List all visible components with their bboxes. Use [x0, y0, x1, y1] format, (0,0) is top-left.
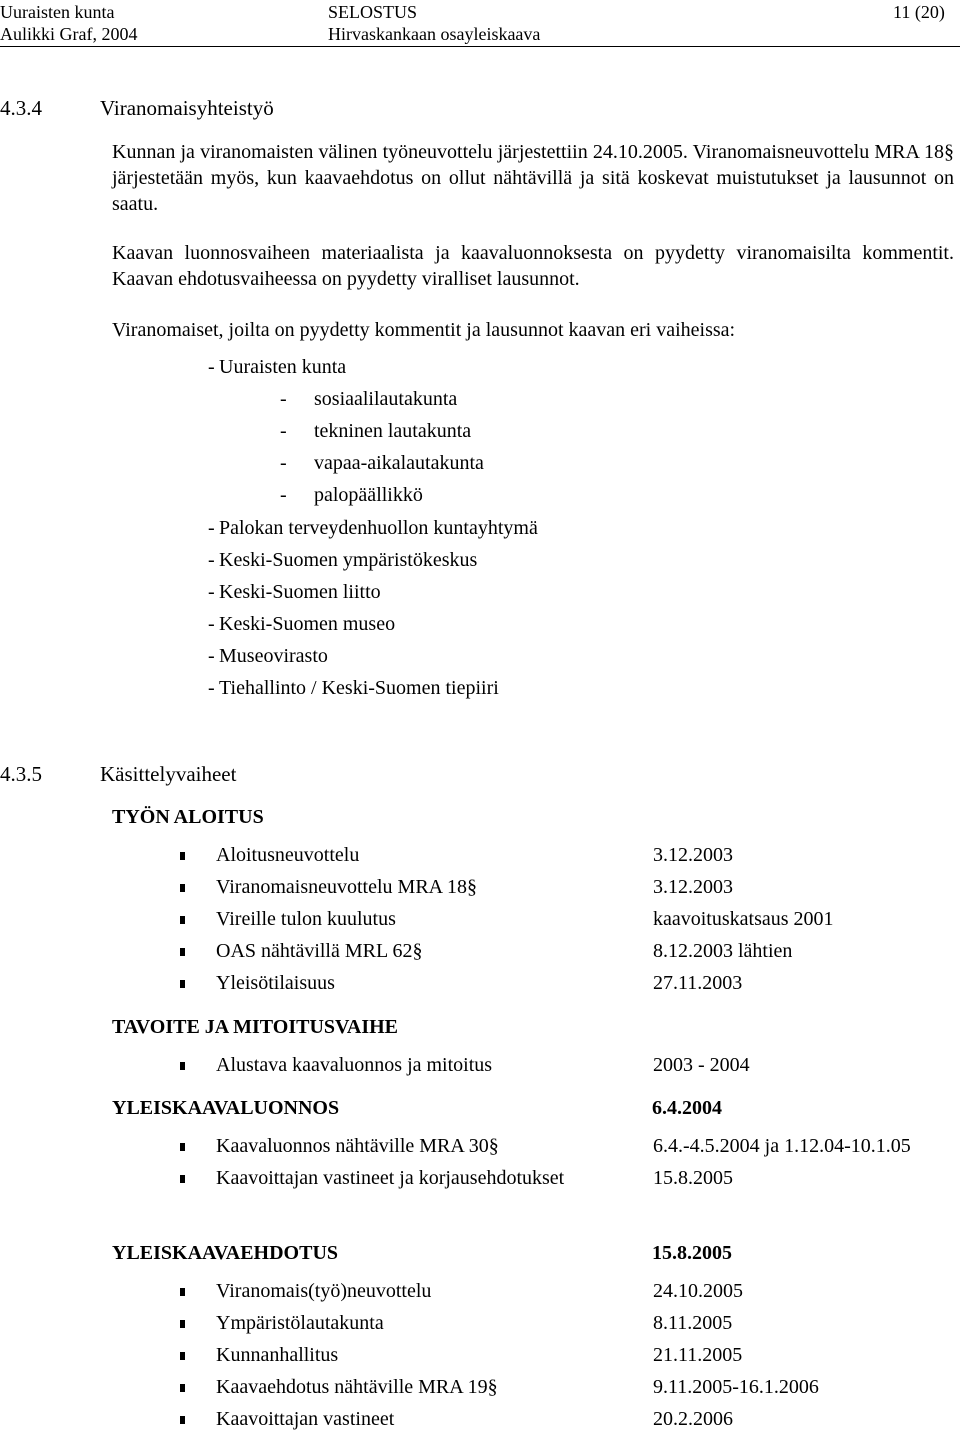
- section-number: 4.3.4: [0, 96, 42, 120]
- phase-item-date: 3.12.2003: [653, 844, 733, 866]
- phase-item: [180, 1279, 960, 1303]
- page-header: [0, 0, 960, 48]
- phase-item-label: Kaavoittajan vastineet ja korjausehdotukset: [216, 1167, 565, 1189]
- square-bullet-icon: [180, 1062, 185, 1070]
- authority-name: palopäällikkö: [314, 484, 423, 506]
- phase-item: [180, 1134, 960, 1158]
- list-dash: -: [208, 645, 215, 667]
- section-number: 4.3.5: [0, 762, 42, 786]
- square-bullet-icon: [180, 1416, 185, 1424]
- square-bullet-icon: [180, 1384, 185, 1392]
- phase-item-date: 24.10.2005: [653, 1280, 743, 1302]
- phase-item-date: 9.11.2005-16.1.2006: [653, 1376, 819, 1398]
- phase-title: [112, 805, 264, 829]
- phase-item: [180, 907, 960, 931]
- paragraph-authorities-intro: Viranomaiset, joilta on pyydetty kommentit ja lausunnot kaavan eri vaiheissa:: [112, 319, 736, 341]
- authority-name: Palokan terveydenhuollon kuntayhtymä: [219, 517, 538, 539]
- phase-item-date: 8.11.2005: [653, 1312, 733, 1334]
- list-dash: -: [280, 420, 287, 442]
- phase-item-label: Vireille tulon kuulutus: [216, 908, 396, 930]
- list-dash: -: [208, 581, 215, 603]
- phase-name: TAVOITE JA MITOITUSVAIHE: [112, 1016, 398, 1038]
- header-plan-name: Hirvaskankaan osayleiskaava: [328, 24, 541, 44]
- phase-item-date: 20.2.2006: [653, 1408, 733, 1430]
- phase-item-label: Alustava kaavaluonnos ja mitoitus: [216, 1054, 493, 1076]
- phase-date: 15.8.2005: [652, 1242, 732, 1264]
- authority-item: [208, 612, 395, 636]
- authority-item: [208, 548, 477, 572]
- square-bullet-icon: [180, 1175, 185, 1183]
- phase-item: [180, 1407, 960, 1431]
- authority-name: sosiaalilautakunta: [314, 388, 458, 410]
- list-dash: -: [280, 452, 287, 474]
- authority-name: Uuraisten kunta: [219, 356, 347, 378]
- authority-item: [208, 676, 499, 700]
- square-bullet-icon: [180, 948, 185, 956]
- authority-item: [208, 355, 346, 379]
- phase-item-date: 21.11.2005: [653, 1344, 743, 1366]
- phase-item: [180, 1311, 960, 1335]
- list-dash: -: [208, 517, 215, 539]
- sub-authority-item: [280, 387, 457, 411]
- phase-name: YLEISKAAVALUONNOS: [112, 1097, 340, 1119]
- list-dash: -: [208, 613, 215, 635]
- header-author: Aulikki Graf, 2004: [0, 24, 138, 44]
- phase-item-date: 3.12.2003: [653, 876, 733, 898]
- phase-item-date: 8.12.2003 lähtien: [653, 940, 793, 962]
- square-bullet-icon: [180, 1320, 185, 1328]
- phase-item-label: Viranomaisneuvottelu MRA 18§: [216, 876, 477, 898]
- sub-authority-item: [280, 451, 484, 475]
- authority-name: Tiehallinto / Keski-Suomen tiepiiri: [219, 677, 499, 699]
- authority-name: Keski-Suomen museo: [219, 613, 396, 635]
- phase-date: 6.4.2004: [652, 1097, 722, 1119]
- phase-item: [180, 1166, 960, 1190]
- phase-title: [112, 1015, 398, 1039]
- phase-item-label: Kaavoittajan vastineet: [216, 1408, 395, 1430]
- phase-title: [112, 1096, 722, 1120]
- phase-name: TYÖN ALOITUS: [112, 806, 264, 828]
- section-title: Käsittelyvaiheet: [100, 762, 237, 786]
- list-dash: -: [208, 356, 215, 378]
- phase-item-date: 6.4.-4.5.2004 ja 1.12.04-10.1.05: [653, 1135, 911, 1157]
- list-dash: -: [208, 677, 215, 699]
- section-title: Viranomaisyhteistyö: [100, 96, 274, 120]
- authority-item: [208, 644, 328, 668]
- list-dash: -: [208, 549, 215, 571]
- phase-item-date: 27.11.2003: [653, 972, 743, 994]
- header-municipality: Uuraisten kunta: [0, 2, 115, 22]
- authority-item: [208, 580, 381, 604]
- header-page-number: 11 (20): [893, 2, 945, 22]
- square-bullet-icon: [180, 1143, 185, 1151]
- phase-title: [112, 1241, 732, 1265]
- list-dash: -: [280, 388, 287, 410]
- square-bullet-icon: [180, 852, 185, 860]
- phase-item-label: Viranomais(työ)neuvottelu: [216, 1280, 432, 1302]
- square-bullet-icon: [180, 1288, 185, 1296]
- phase-item: [180, 1375, 960, 1399]
- phase-item-label: OAS nähtävillä MRL 62§: [216, 940, 423, 962]
- authority-name: Keski-Suomen ympäristökeskus: [219, 549, 478, 571]
- phase-item-label: Aloitusneuvottelu: [216, 844, 360, 866]
- phase-item-label: Kunnanhallitus: [216, 1344, 339, 1366]
- phase-item-label: Kaavaehdotus nähtäville MRA 19§: [216, 1376, 498, 1398]
- phase-item: [180, 875, 960, 899]
- square-bullet-icon: [180, 884, 185, 892]
- authority-item: [208, 516, 538, 540]
- header-divider: [0, 46, 960, 47]
- phase-item-label: Kaavaluonnos nähtäville MRA 30§: [216, 1135, 499, 1157]
- list-dash: -: [280, 484, 287, 506]
- phase-item-date: 2003 - 2004: [653, 1054, 750, 1076]
- phase-item-label: Ympäristölautakunta: [216, 1312, 384, 1334]
- phase-item: [180, 843, 960, 867]
- header-doc-type: SELOSTUS: [328, 2, 418, 22]
- square-bullet-icon: [180, 980, 185, 988]
- authority-name: tekninen lautakunta: [314, 420, 472, 442]
- authority-name: Keski-Suomen liitto: [219, 581, 381, 603]
- phase-item: [180, 1053, 960, 1077]
- paragraph-comments: Kaavan luonnosvaiheen materiaalista ja kaavaluonnoksesta on pyydetty viranomaisilta kommentit. Kaavan ehdotusvaiheessa on pyydetty viralliset lausunnot.: [112, 242, 954, 290]
- phase-item-date: 15.8.2005: [653, 1167, 733, 1189]
- authority-name: vapaa-aikalautakunta: [314, 452, 484, 474]
- square-bullet-icon: [180, 1352, 185, 1360]
- square-bullet-icon: [180, 916, 185, 924]
- paragraph-cooperation: Kunnan ja viranomaisten välinen työneuvottelu järjestettiin 24.10.2005. Viranomaisneuvottelu MRA 18§ järjestetään myös, kun kaavaehdotus on ollut nähtävillä ja sitä koskevat muistutukset ja lausunnot on saatu.: [112, 141, 954, 215]
- authority-name: Museovirasto: [219, 645, 328, 667]
- phase-item: [180, 1343, 960, 1367]
- sub-authority-item: [280, 483, 423, 507]
- phase-item-date: kaavoituskatsaus 2001: [653, 908, 834, 930]
- phase-item-label: Yleisötilaisuus: [216, 972, 335, 994]
- phase-item: [180, 971, 960, 995]
- phase-name: YLEISKAAVAEHDOTUS: [112, 1242, 339, 1264]
- phase-item: [180, 939, 960, 963]
- sub-authority-item: [280, 419, 471, 443]
